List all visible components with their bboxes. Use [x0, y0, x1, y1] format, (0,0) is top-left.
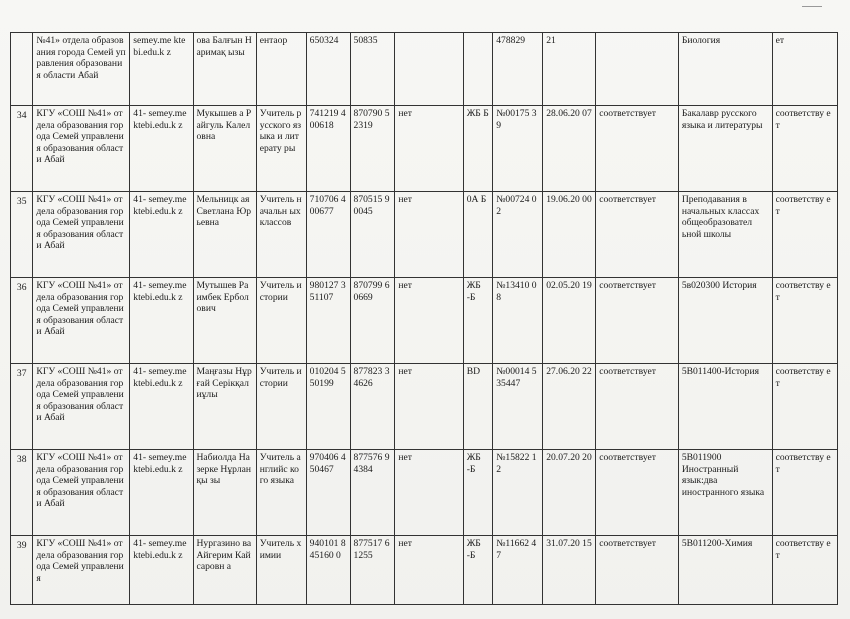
- position-cell: Учитель истории: [256, 278, 306, 364]
- teacher-name-cell: ова Балғын Наримақ ызы: [193, 33, 256, 106]
- compliance-cell: соответствует: [596, 536, 679, 605]
- website-cell: 41- semey.me ktebi.edu.k z: [130, 192, 193, 278]
- website-cell: 41- semey.me ktebi.edu.k z: [130, 450, 193, 536]
- qualification-cell: соответству ет: [772, 278, 837, 364]
- row-number: [11, 33, 33, 106]
- qualification-cell: соответству ет: [772, 106, 837, 192]
- criminal-record-cell: нет: [395, 450, 463, 536]
- organization-cell: КГУ «СОШ №41» отдела образования города Семей управления образования области Абай: [33, 278, 130, 364]
- criminal-record-cell: нет: [395, 364, 463, 450]
- organization-cell: №41» отдела образования города Семей управления образования области Абай: [33, 33, 130, 106]
- website-cell: 41- semey.me ktebi.edu.k z: [130, 364, 193, 450]
- row-number: 35: [11, 192, 33, 278]
- diploma-number-cell: №00014 535447: [493, 364, 543, 450]
- diploma-number-cell: №11662 47: [493, 536, 543, 605]
- row-number: 36: [11, 278, 33, 364]
- compliance-cell: [596, 33, 679, 106]
- table-row: [11, 450, 838, 536]
- table-row: [11, 33, 838, 106]
- specialty-cell: 5В011400-История: [678, 364, 772, 450]
- criminal-record-cell: нет: [395, 278, 463, 364]
- position-cell: Учитель английс кого языка: [256, 450, 306, 536]
- qualification-cell: ет: [772, 33, 837, 106]
- compliance-cell: соответствует: [596, 106, 679, 192]
- iin-cell: 650324: [306, 33, 350, 106]
- phone-cell: 877517 61255: [350, 536, 395, 605]
- diploma-series-cell: BD: [463, 364, 493, 450]
- specialty-cell: 5В011200-Химия: [678, 536, 772, 605]
- teacher-name-cell: Мутышев Раимбек Ерболович: [193, 278, 256, 364]
- table-row: [11, 192, 838, 278]
- row-number: 34: [11, 106, 33, 192]
- position-cell: ентаор: [256, 33, 306, 106]
- iin-cell: 741219 400618: [306, 106, 350, 192]
- row-number: 37: [11, 364, 33, 450]
- table-row: [11, 278, 838, 364]
- diploma-date-cell: 28.06.20 07: [543, 106, 596, 192]
- diploma-date-cell: 27.06.20 22: [543, 364, 596, 450]
- phone-cell: 870799 60669: [350, 278, 395, 364]
- diploma-date-cell: 02.05.20 19: [543, 278, 596, 364]
- diploma-series-cell: ЖБ -Б: [463, 536, 493, 605]
- qualification-cell: соответству ет: [772, 192, 837, 278]
- position-cell: Учитель химии: [256, 536, 306, 605]
- phone-cell: 877576 94384: [350, 450, 395, 536]
- diploma-date-cell: 21: [543, 33, 596, 106]
- phone-cell: 50835: [350, 33, 395, 106]
- phone-cell: 870790 52319: [350, 106, 395, 192]
- criminal-record-cell: нет: [395, 106, 463, 192]
- specialty-cell: 5в020300 История: [678, 278, 772, 364]
- phone-cell: 877823 34626: [350, 364, 395, 450]
- diploma-number-cell: №13410 08: [493, 278, 543, 364]
- diploma-date-cell: 20.07.20 20: [543, 450, 596, 536]
- website-cell: 41- semey.me ktebi.edu.k z: [130, 278, 193, 364]
- diploma-number-cell: №00724 02: [493, 192, 543, 278]
- teacher-name-cell: Набиолда Назерке Нұрланқы зы: [193, 450, 256, 536]
- iin-cell: 010204 550199: [306, 364, 350, 450]
- phone-cell: 870515 90045: [350, 192, 395, 278]
- iin-cell: 970406 450467: [306, 450, 350, 536]
- diploma-series-cell: ЖБ -Б: [463, 450, 493, 536]
- qualification-cell: соответству ет: [772, 364, 837, 450]
- qualification-cell: соответству ет: [772, 450, 837, 536]
- compliance-cell: соответствует: [596, 278, 679, 364]
- compliance-cell: соответствует: [596, 192, 679, 278]
- specialty-cell: Бакалавр русского языка и литературы: [678, 106, 772, 192]
- organization-cell: КГУ «СОШ №41» отдела образования города Семей управления образования области Абай: [33, 364, 130, 450]
- diploma-number-cell: №00175 39: [493, 106, 543, 192]
- row-number: 39: [11, 536, 33, 605]
- diploma-series-cell: 0А Б: [463, 192, 493, 278]
- organization-cell: КГУ «СОШ №41» отдела образования города Семей управления образования области Абай: [33, 450, 130, 536]
- teacher-name-cell: Нургазино ва Айгерим Кайсаровн а: [193, 536, 256, 605]
- table-row: [11, 106, 838, 192]
- compliance-cell: соответствует: [596, 450, 679, 536]
- criminal-record-cell: нет: [395, 192, 463, 278]
- position-cell: Учитель истории: [256, 364, 306, 450]
- specialty-cell: 5В011900 Иностранный язык:два инострaнного языка: [678, 450, 772, 536]
- website-cell: semey.me ktebi.edu.k z: [130, 33, 193, 106]
- diploma-series-cell: ЖБ -Б: [463, 278, 493, 364]
- criminal-record-cell: [395, 33, 463, 106]
- organization-cell: КГУ «СОШ №41» отдела образования города Семей управления образования области Абай: [33, 106, 130, 192]
- organization-cell: КГУ «СОШ №41» отдела образования города Семей управления: [33, 536, 130, 605]
- diploma-number-cell: 478829: [493, 33, 543, 106]
- table-row: [11, 536, 838, 605]
- teacher-name-cell: Мукышев а Райгуль Калеловна: [193, 106, 256, 192]
- table-row: [11, 364, 838, 450]
- website-cell: 41- semey.me ktebi.edu.k z: [130, 536, 193, 605]
- qualification-cell: соответству ет: [772, 536, 837, 605]
- scan-mark: [802, 6, 822, 7]
- iin-cell: 940101 845160 0: [306, 536, 350, 605]
- teacher-name-cell: Мельницк ая Светлана Юрьевна: [193, 192, 256, 278]
- staff-register-table: [10, 32, 838, 605]
- website-cell: 41- semey.me ktebi.edu.k z: [130, 106, 193, 192]
- criminal-record-cell: нет: [395, 536, 463, 605]
- iin-cell: 710706 400677: [306, 192, 350, 278]
- teacher-name-cell: Маңғазы Нұрғай Серікқалиұлы: [193, 364, 256, 450]
- position-cell: Учитель русского языка и литерату ры: [256, 106, 306, 192]
- diploma-date-cell: 31.07.20 15: [543, 536, 596, 605]
- organization-cell: КГУ «СОШ №41» отдела образования города Семей управления образования области Абай: [33, 192, 130, 278]
- diploma-date-cell: 19.06.20 00: [543, 192, 596, 278]
- iin-cell: 980127 351107: [306, 278, 350, 364]
- specialty-cell: Преподавания в начальных классах общеобразовател ьной школы: [678, 192, 772, 278]
- row-number: 38: [11, 450, 33, 536]
- diploma-number-cell: №15822 12: [493, 450, 543, 536]
- specialty-cell: Биология: [678, 33, 772, 106]
- compliance-cell: соответствует: [596, 364, 679, 450]
- diploma-series-cell: ЖБ Б: [463, 106, 493, 192]
- position-cell: Учитель начальн ых классов: [256, 192, 306, 278]
- diploma-series-cell: [463, 33, 493, 106]
- page-top-margin: [0, 0, 850, 32]
